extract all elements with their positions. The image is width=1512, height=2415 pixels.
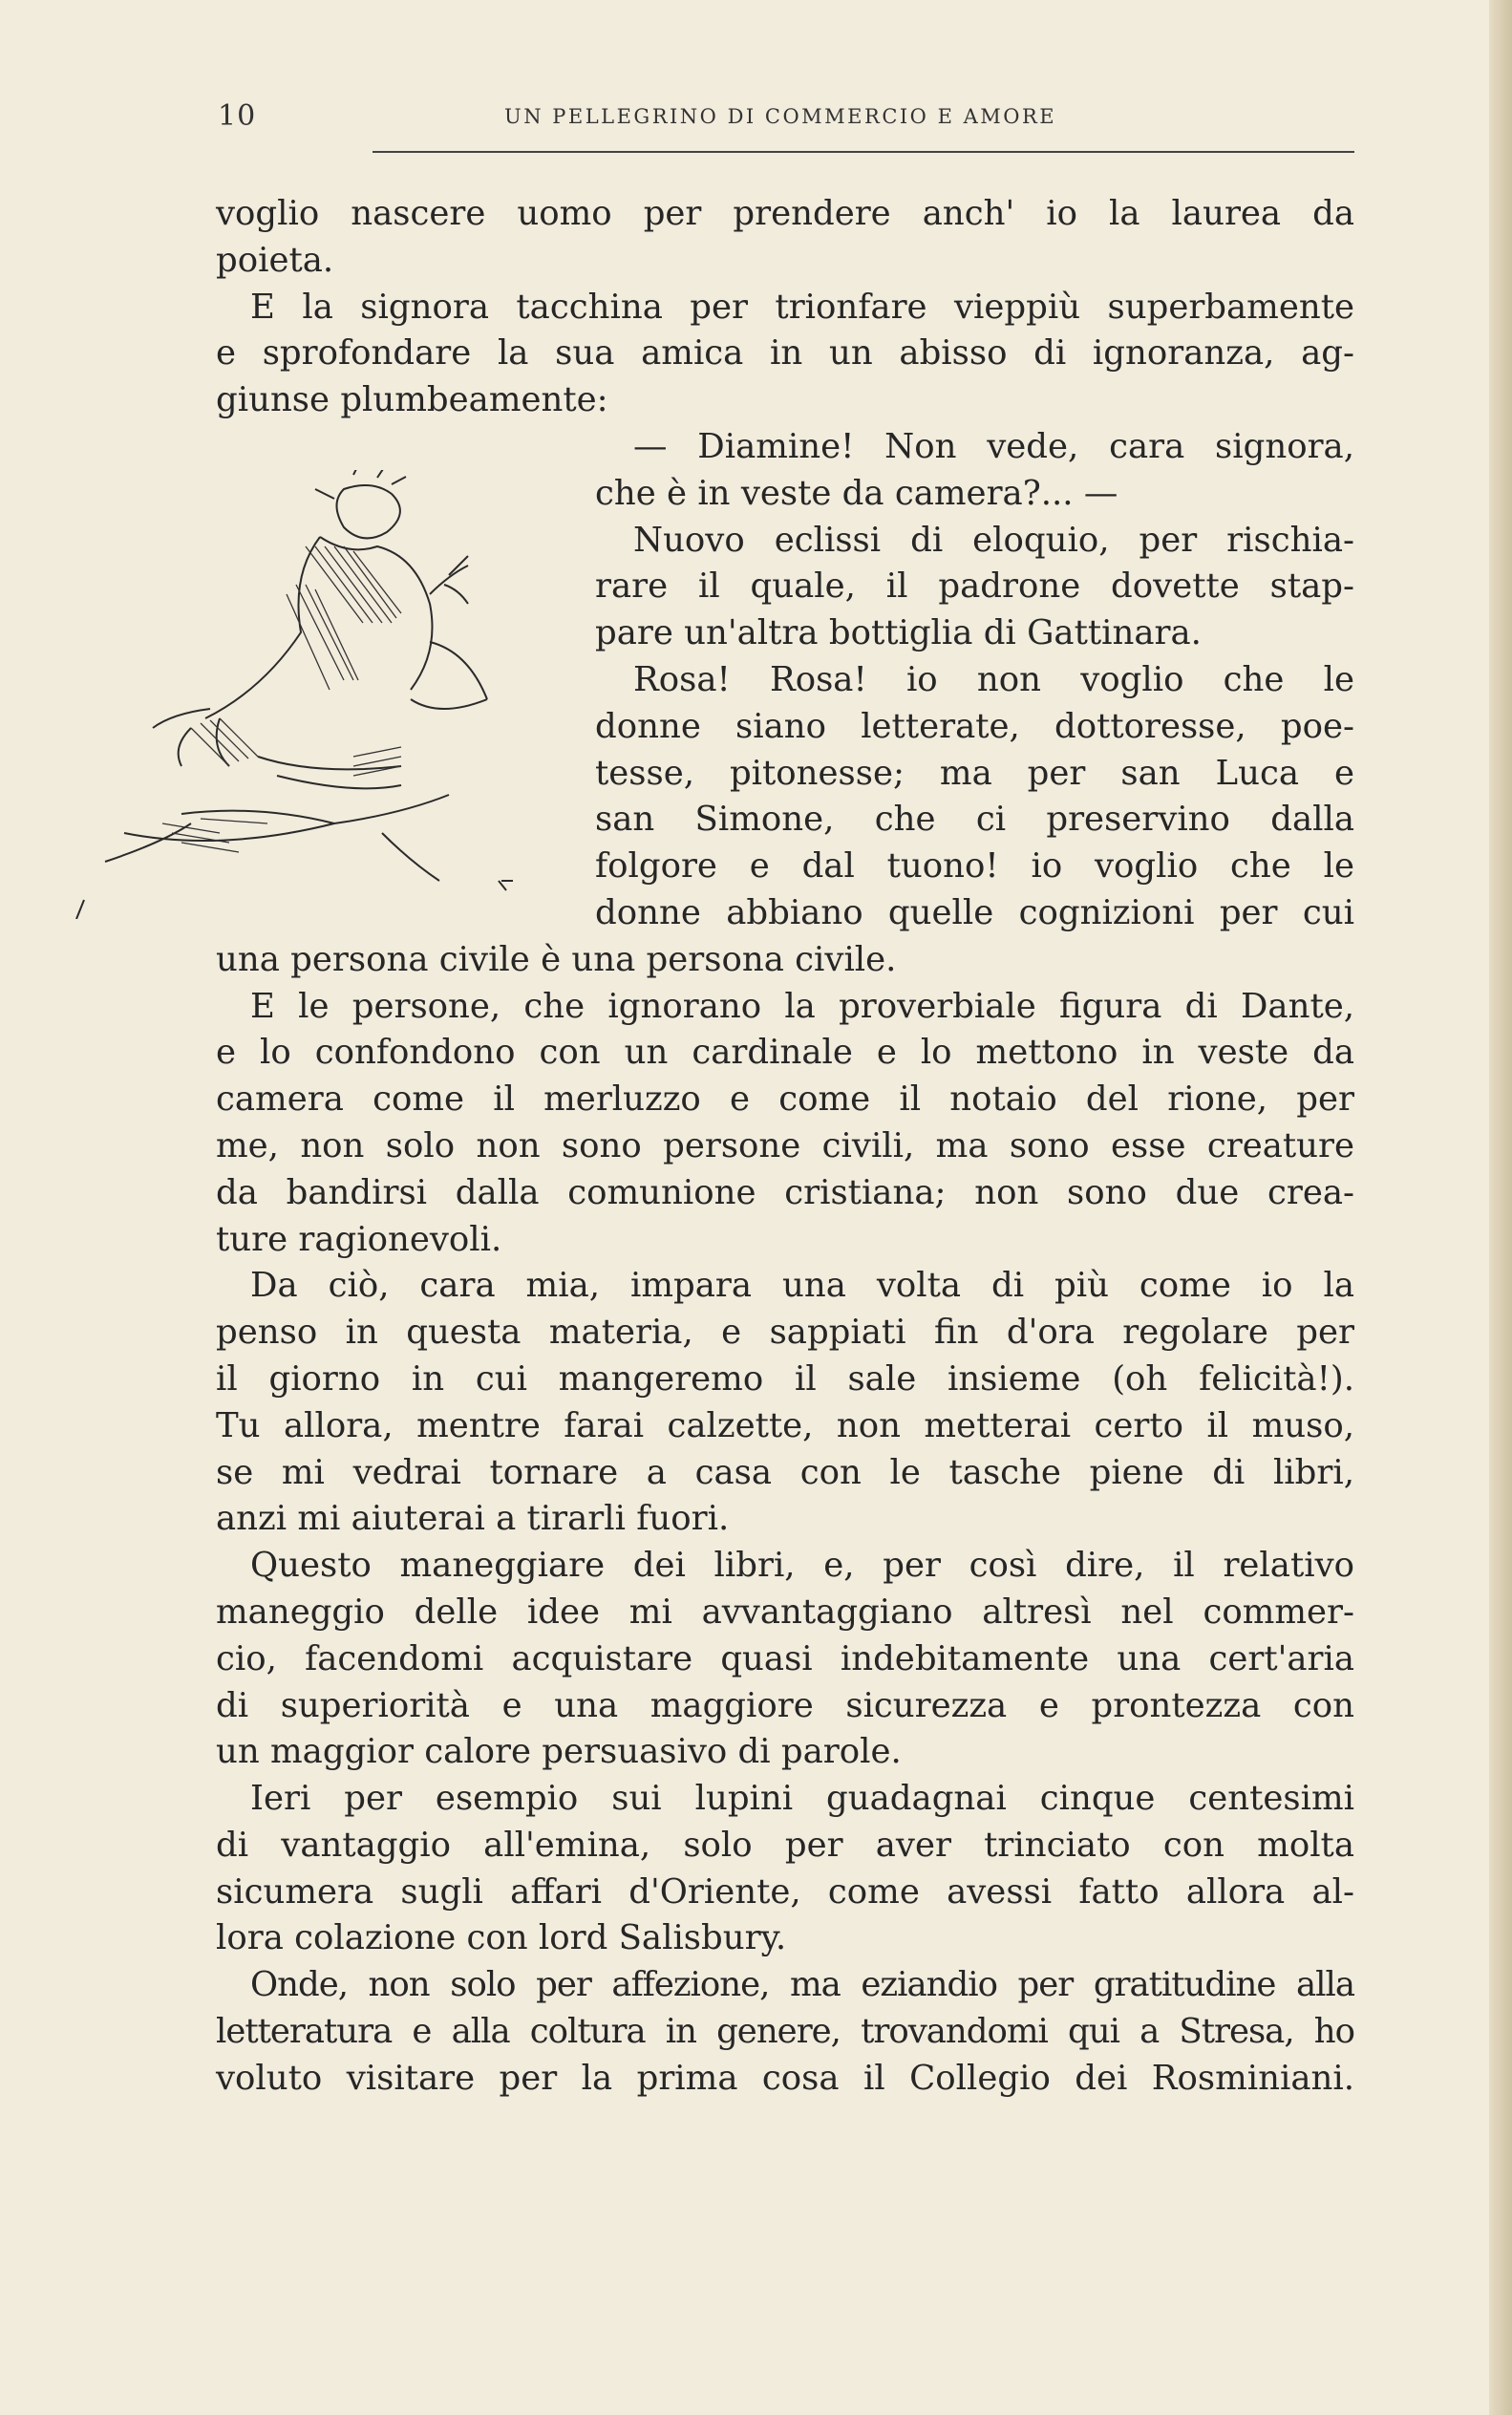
text-line: e sprofondare la sua amica in un abisso di ignoranza, ag- [216,333,1354,374]
text-line: folgore e dal tuono! io voglio che le [595,846,1354,887]
text-line: Da ciò, cara mia, impara una volta di più come io la [250,1266,1354,1306]
text-line: pare un'altra bottiglia di Gattinara. [595,613,1202,653]
text-line: — Diamine! Non vede, cara signora, [633,426,1354,466]
text-line: una persona civile è una persona civile. [216,939,897,979]
text-line: un maggior calore persuasivo di parole. [216,1732,902,1772]
text-line: ture ragionevoli. [216,1219,502,1259]
text-line: donne siano letterate, dottoresse, poe- [595,706,1354,746]
text-line: Nuovo eclissi di eloquio, per rischia- [633,520,1354,560]
page-header [218,99,1352,138]
text-line: di superiorità e una maggiore sicurezza e prontezza con [216,1685,1354,1725]
text-line: di vantaggio all'emina, solo per aver trinciato con molta [216,1825,1354,1865]
text-line: Tu allora, mentre farai calzette, non metterai certo il muso, [216,1405,1354,1445]
text-line: cio, facendomi acquistare quasi indebitamente una cert'aria [216,1638,1354,1678]
text-line: letteratura e alla coltura in genere, trovandomi qui a Stresa, ho [216,2012,1354,2052]
text-line: voluto visitare per la prima cosa il Collegio dei Rosminiani. [216,2058,1354,2098]
text-line: lora colazione con lord Salisbury. [216,1918,787,1958]
text-line: e lo confondono con un cardinale e lo mettono in veste da [216,1033,1354,1073]
text-line: poieta. [216,240,334,280]
page-edge [1489,0,1512,2415]
text-line: che è in veste da camera?... — [595,473,1118,513]
text-line: camera come il merluzzo e come il notaio del rione, per [216,1079,1354,1120]
text-line: anzi mi aiuterai a tirarli fuori. [216,1499,730,1539]
text-line: san Simone, che ci preservino dalla [595,800,1354,840]
text-line: donne abbiano quelle cognizioni per cui [595,892,1354,932]
text-line: E la signora tacchina per trionfare vieppiù superbamente [250,287,1354,327]
running-title: UN PELLEGRINO DI COMMERCIO E AMORE [504,105,1057,128]
text-line: tesse, pitonesse; ma per san Luca e [595,753,1354,793]
text-line: penso in questa materia, e sappiati fin d'ora regolare per [216,1313,1354,1353]
text-line: voglio nascere uomo per prendere anch' io la laurea da [216,194,1354,233]
text-line: Ieri per esempio sui lupini guadagnai cinque centesimi [250,1779,1354,1819]
page-number: 10 [218,99,257,133]
text-line: sicumera sugli affari d'Oriente, come avessi fatto allora al- [216,1871,1354,1912]
text-line: se mi vedrai tornare a casa con le tasche piene di libri, [216,1452,1354,1492]
text-line: E le persone, che ignorano la proverbiale figura di Dante, [250,986,1354,1026]
text-line: Questo maneggiare dei libri, e, per così dire, il relativo [250,1546,1354,1586]
text-line: rare il quale, il padrone dovette stap- [595,566,1354,607]
header-rule [373,151,1354,153]
text-line: me, non solo non sono persone civili, ma sono esse creature [216,1125,1354,1165]
body-text [216,191,1354,2103]
text-line: il giorno in cui mangeremo il sale insieme (oh felicità!). [216,1358,1354,1399]
text-line: maneggio delle idee mi avvantaggiano altresì nel commer- [216,1592,1354,1632]
text-line: Onde, non solo per affezione, ma eziandio per gratitudine alla [250,1965,1354,2005]
text-line: giunse plumbeamente: [216,380,608,420]
text-line: Rosa! Rosa! io non voglio che le [633,659,1354,699]
text-line: da bandirsi dalla comunione cristiana; non sono due crea- [216,1172,1354,1212]
